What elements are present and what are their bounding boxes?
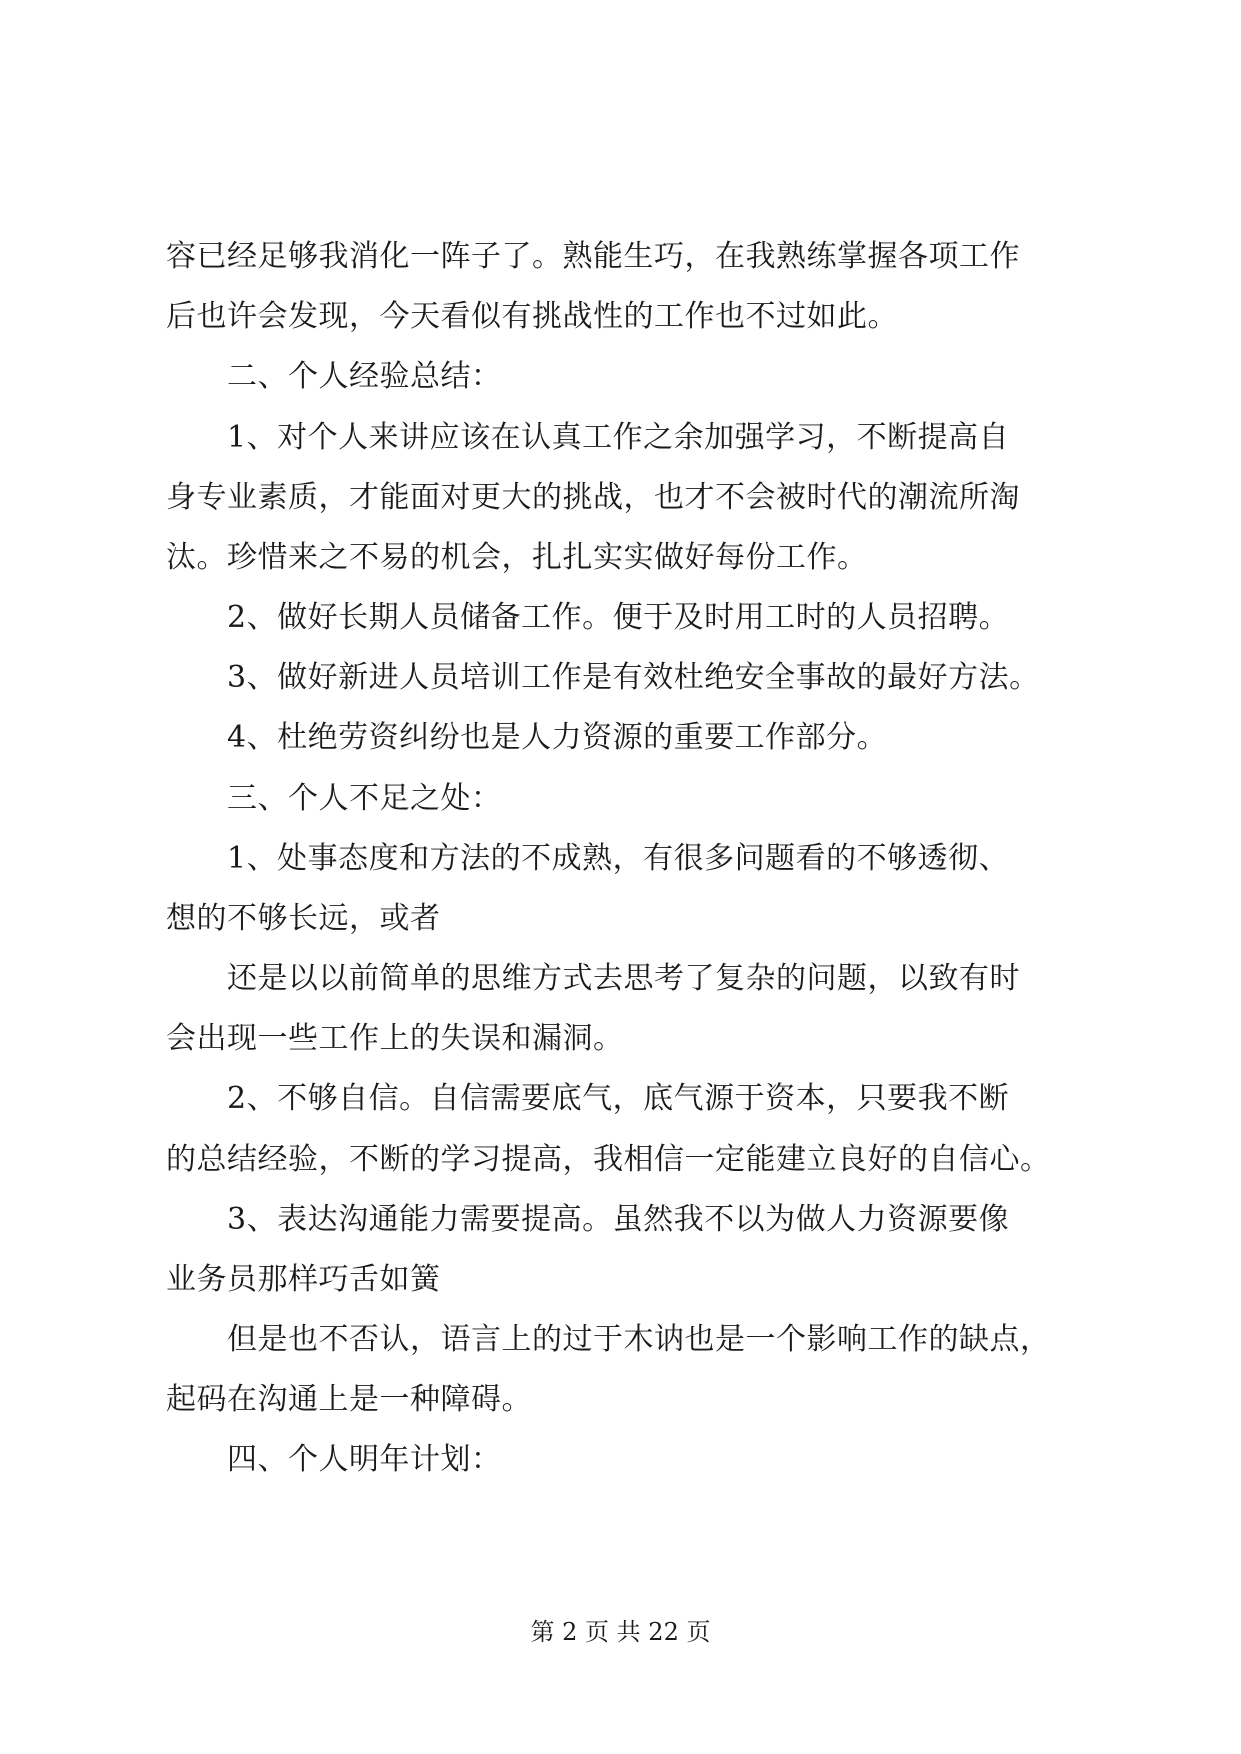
text-line: 4、杜绝劳资纠纷也是人力资源的重要工作部分。	[227, 720, 888, 755]
text-line: 还是以以前简单的思维方式去思考了复杂的问题，以致有时	[227, 961, 1020, 996]
text-line: 的总结经验，不断的学习提高，我相信一定能建立良好的自信心。	[166, 1142, 1051, 1177]
section-heading: 二、个人经验总结：	[227, 359, 502, 394]
text-line: 起码在沟通上是一种障碍。	[166, 1382, 532, 1417]
text-line: 容已经足够我消化一阵子了。熟能生巧，在我熟练掌握各项工作	[166, 239, 1020, 274]
text-line: 但是也不否认，语言上的过于木讷也是一个影响工作的缺点，	[227, 1322, 1051, 1357]
text-line: 3、做好新进人员培训工作是有效杜绝安全事故的最好方法。	[227, 660, 1040, 695]
text-line: 3、表达沟通能力需要提高。虽然我不以为做人力资源要像	[227, 1202, 1010, 1237]
text-line: 2、做好长期人员储备工作。便于及时用工时的人员招聘。	[227, 600, 1010, 635]
section-heading: 四、个人明年计划：	[227, 1442, 502, 1477]
section-heading: 三、个人不足之处：	[227, 781, 502, 816]
text-line: 想的不够长远，或者	[166, 901, 441, 936]
text-line: 身专业素质，才能面对更大的挑战，也才不会被时代的潮流所淘	[166, 480, 1020, 515]
text-line: 1、处事态度和方法的不成熟，有很多问题看的不够透彻、	[227, 841, 1010, 876]
page-footer: 第 2 页 共 22 页	[530, 1618, 711, 1646]
text-line: 后也许会发现，今天看似有挑战性的工作也不过如此。	[166, 299, 898, 334]
text-line: 业务员那样巧舌如簧	[166, 1262, 441, 1297]
text-line: 汰。珍惜来之不易的机会，扎扎实实做好每份工作。	[166, 540, 868, 575]
text-line: 2、不够自信。自信需要底气，底气源于资本，只要我不断	[227, 1081, 1010, 1116]
text-line: 会出现一些工作上的失误和漏洞。	[166, 1021, 624, 1056]
text-line: 1、对个人来讲应该在认真工作之余加强学习，不断提高自	[227, 420, 1010, 455]
